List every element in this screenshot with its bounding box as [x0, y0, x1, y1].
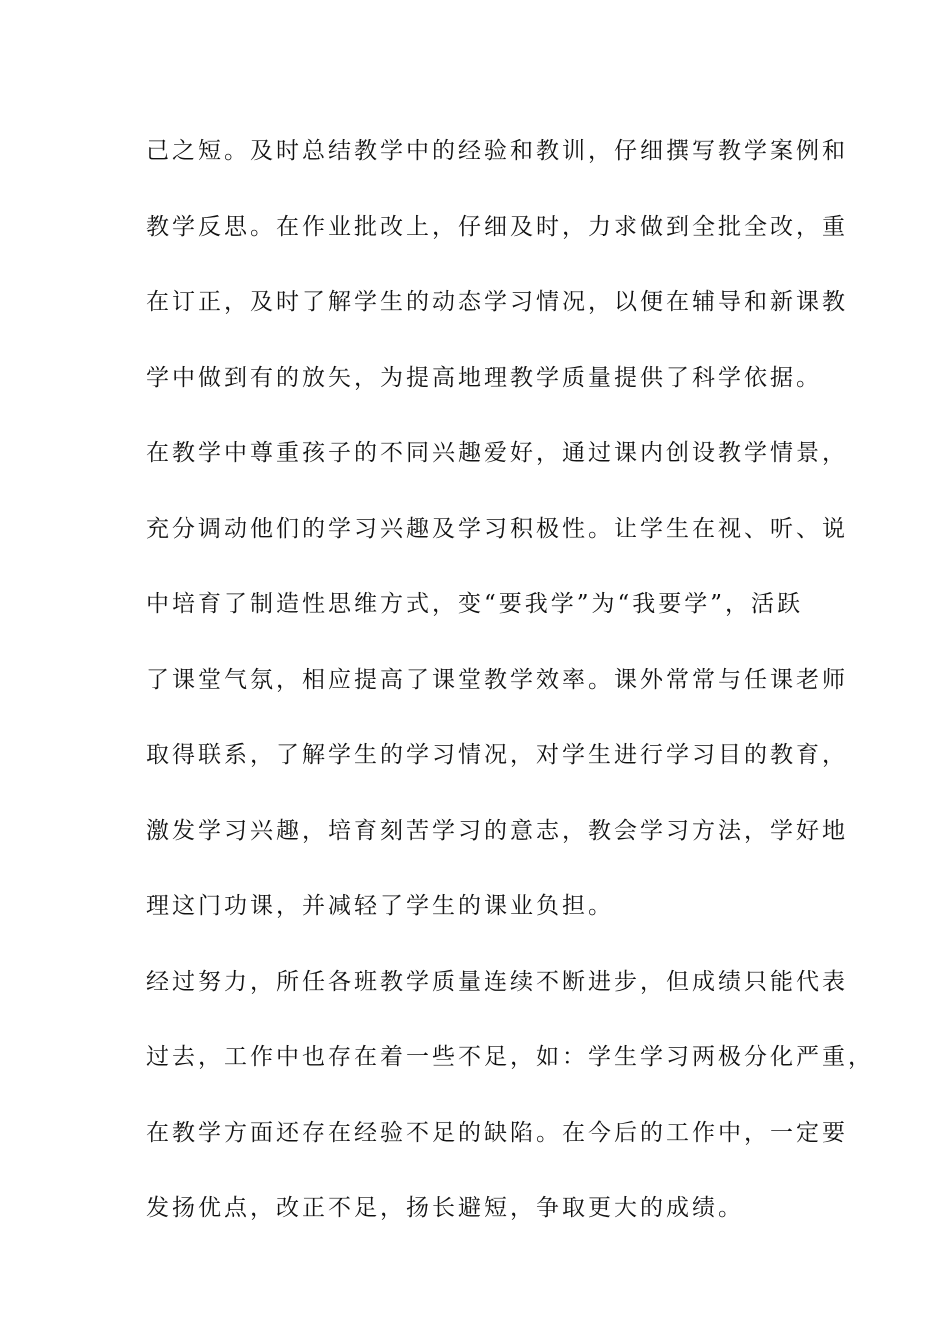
text-line: 激发学习兴趣，培育刻苦学习的意志，教会学习方法，学好地 [146, 817, 848, 844]
text-line: 在订正，及时了解学生的动态学习情况，以便在辅导和新课教 [146, 289, 848, 315]
text-line: 理这门功课，并减轻了学生的课业负担。 [146, 893, 614, 919]
text-line: 发扬优点，改正不足，扬长避短，争取更大的成绩。 [146, 1195, 744, 1221]
text-line: 过去，工作中也存在着一些不足，如：学生学习两极分化严重， [146, 1044, 874, 1070]
text-line: 教学反思。在作业批改上，仔细及时，力求做到全批全改，重 [146, 213, 848, 240]
text-line: 了课堂气氛，相应提高了课堂教学效率。课外常常与任课老师 [146, 666, 848, 693]
text-line: 中培育了制造性思维方式，变“要我学”为“我要学”，活跃 [146, 591, 804, 617]
text-line: 经过努力，所任各班教学质量连续不断进步，但成绩只能代表 [146, 968, 848, 995]
document-body [146, 128, 874, 1261]
text-line: 充分调动他们的学习兴趣及学习积极性。让学生在视、听、说 [146, 515, 848, 542]
text-line: 在教学中尊重孩子的不同兴趣爱好，通过课内创设教学情景， [146, 440, 848, 466]
text-line: 学中做到有的放矢，为提高地理教学质量提供了科学依据。 [146, 364, 822, 391]
text-line: 取得联系，了解学生的学习情况，对学生进行学习目的教育， [146, 742, 848, 768]
text-line: 己之短。及时总结教学中的经验和教训，仔细撰写教学案例和 [146, 138, 848, 164]
text-line: 在教学方面还存在经验不足的缺陷。在今后的工作中，一定要 [146, 1119, 848, 1146]
